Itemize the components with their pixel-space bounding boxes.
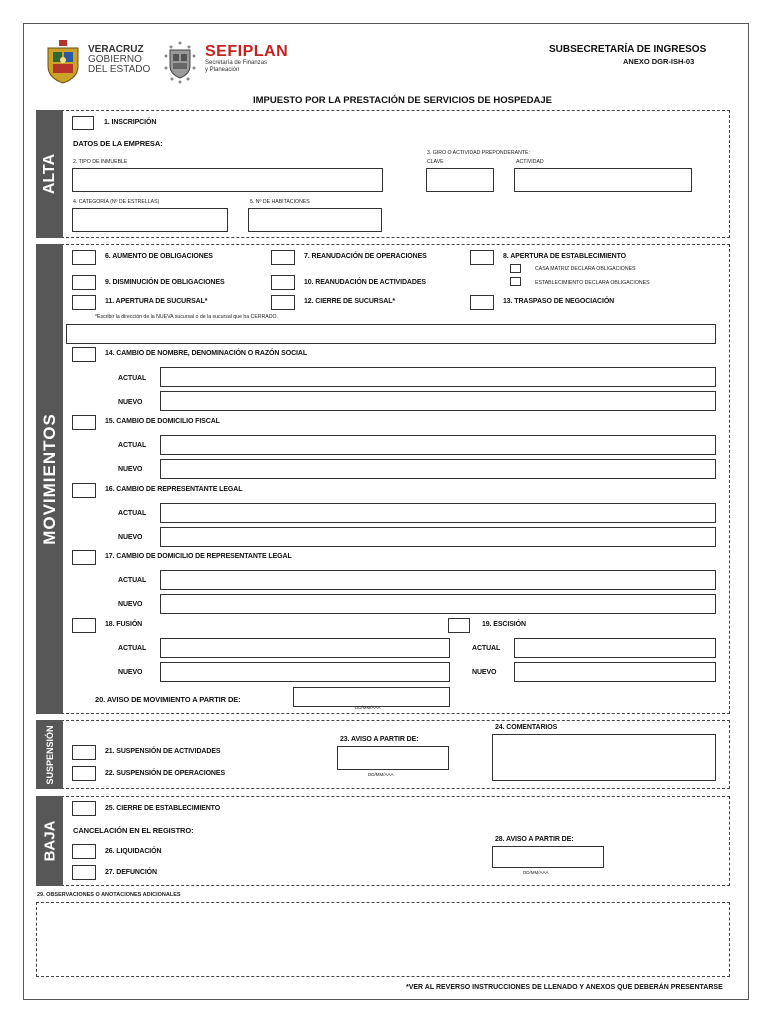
m7-checkbox[interactable] — [271, 250, 295, 265]
sefiplan-sub1: Secretaría de Finanzas — [205, 60, 268, 66]
habitaciones-label: 5. Nº DE HABITACIONES — [250, 199, 310, 205]
m15-nuevo-field[interactable] — [160, 459, 716, 479]
m8b-label: ESTABLECIMIENTO DECLARA OBLIGACIONES — [535, 280, 650, 286]
s22-checkbox[interactable] — [72, 766, 96, 781]
actividad-field[interactable] — [514, 168, 692, 192]
b25-label: 25. CIERRE DE ESTABLECIMIENTO — [105, 805, 221, 812]
b27-label: 27. DEFUNCIÓN — [105, 869, 157, 876]
m10-label: 10. REANUDACIÓN DE ACTIVIDADES — [304, 279, 426, 286]
m17-nuevo-label: NUEVO — [118, 601, 143, 608]
cancelacion-label: CANCELACIÓN EN EL REGISTRO: — [73, 826, 194, 835]
alta-side-text: ALTA — [40, 153, 58, 195]
actividad-label: ACTIVIDAD — [516, 159, 544, 165]
giro-label: 3. GIRO O ACTIVIDAD PREPONDERANTE: — [427, 150, 530, 156]
m8b-checkbox[interactable] — [510, 277, 521, 286]
gov-line3: DEL ESTADO — [88, 64, 151, 75]
s22-label: 22. SUSPENSIÓN DE OPERACIONES — [105, 770, 226, 777]
s21-checkbox[interactable] — [72, 745, 96, 760]
sefiplan-emblem-icon — [162, 40, 198, 84]
m19-actual-field[interactable] — [514, 638, 716, 658]
b26-checkbox[interactable] — [72, 844, 96, 859]
m14-label: 14. CAMBIO DE NOMBRE, DENOMINACIÓN O RAZÓN SOCIAL — [105, 350, 307, 357]
b26-label: 26. LIQUIDACIÓN — [105, 848, 162, 855]
observaciones-label: 29. OBSERVACIONES O ANOTACIONES ADICIONALES — [37, 892, 181, 898]
veracruz-gov-logo-text — [88, 45, 150, 75]
b27-checkbox[interactable] — [72, 865, 96, 880]
m20-date-format: DD/MM/AAA — [355, 705, 381, 710]
m7-label: 7. REANUDACIÓN DE OPERACIONES — [304, 253, 427, 260]
b25-checkbox[interactable] — [72, 801, 96, 816]
m19-label: 19. ESCISIÓN — [482, 621, 526, 628]
gov-line1: VERACRUZ — [88, 44, 144, 55]
m12-label: 12. CIERRE DE SUCURSAL* — [304, 298, 396, 305]
m17-actual-field[interactable] — [160, 570, 716, 590]
m19-nuevo-field[interactable] — [514, 662, 716, 682]
m20-date-field[interactable] — [293, 687, 450, 707]
m17-nuevo-field[interactable] — [160, 594, 716, 614]
m9-label: 9. DISMINUCIÓN DE OBLIGACIONES — [105, 279, 225, 286]
sucursal-address-field[interactable] — [66, 324, 716, 344]
m11-label: 11. APERTURA DE SUCURSAL* — [105, 298, 208, 305]
m19-nuevo-label: NUEVO — [472, 669, 497, 676]
veracruz-coat-of-arms-icon — [44, 40, 82, 84]
observaciones-field[interactable] — [36, 902, 730, 977]
movimientos-side-label — [36, 244, 63, 714]
tipo-inmueble-label: 2. TIPO DE INMUEBLE — [73, 159, 128, 165]
sefiplan-sub2: y Planeación — [205, 67, 240, 73]
m14-checkbox[interactable] — [72, 347, 96, 362]
inscripcion-label: 1. INSCRIPCIÓN — [104, 119, 157, 126]
datos-empresa-label: DATOS DE LA EMPRESA: — [73, 139, 163, 148]
m15-actual-label: ACTUAL — [118, 442, 147, 449]
m8a-label: CASA MATRIZ DECLARA OBLIGACIONES — [535, 266, 636, 272]
m15-actual-field[interactable] — [160, 435, 716, 455]
m16-label: 16. CAMBIO DE REPRESENTANTE LEGAL — [105, 486, 243, 493]
m19-actual-label: ACTUAL — [472, 645, 501, 652]
m18-actual-label: ACTUAL — [118, 645, 147, 652]
sefiplan-logo-text — [205, 44, 288, 74]
categoria-label: 4. CATEGORÍA (Nº DE ESTRELLAS) — [73, 199, 160, 205]
s23-date-field[interactable] — [337, 746, 449, 770]
gov-line2: GOBIERNO — [88, 54, 142, 65]
b28-date-format: DD/MM/AAA — [523, 870, 549, 875]
m11-checkbox[interactable] — [72, 295, 96, 310]
m16-actual-label: ACTUAL — [118, 510, 147, 517]
sefiplan-title: SEFIPLAN — [205, 43, 289, 60]
baja-side-label — [36, 796, 63, 886]
m6-checkbox[interactable] — [72, 250, 96, 265]
tipo-inmueble-field[interactable] — [72, 168, 383, 192]
m14-actual-field[interactable] — [160, 367, 716, 387]
clave-field[interactable] — [426, 168, 494, 192]
m16-nuevo-label: NUEVO — [118, 534, 143, 541]
anexo-code: ANEXO DGR-ISH-03 — [623, 57, 695, 66]
m8-label: 8. APERTURA DE ESTABLECIMIENTO — [503, 253, 627, 260]
habitaciones-field[interactable] — [248, 208, 382, 232]
alta-side-label — [36, 110, 63, 238]
sucursal-note: *Escribir la dirección de la NUEVA sucursal o de la sucursal que ha CERRADO. — [95, 314, 278, 320]
m16-checkbox[interactable] — [72, 483, 96, 498]
form-title: IMPUESTO POR LA PRESTACIÓN DE SERVICIOS DE HOSPEDAJE — [253, 95, 552, 106]
b28-label: 28. AVISO A PARTIR DE: — [495, 836, 574, 843]
m16-nuevo-field[interactable] — [160, 527, 716, 547]
m19-checkbox[interactable] — [448, 618, 470, 633]
m18-nuevo-field[interactable] — [160, 662, 450, 682]
m15-label: 15. CAMBIO DE DOMICILIO FISCAL — [105, 418, 220, 425]
b28-date-field[interactable] — [492, 846, 604, 868]
clave-label: CLAVE — [427, 159, 444, 165]
m18-nuevo-label: NUEVO — [118, 669, 143, 676]
inscripcion-checkbox[interactable] — [72, 116, 94, 130]
s21-label: 21. SUSPENSIÓN DE ACTIVIDADES — [105, 748, 221, 755]
suspension-side-text: SUSPENSIÓN — [44, 724, 55, 785]
m15-nuevo-label: NUEVO — [118, 466, 143, 473]
m18-actual-field[interactable] — [160, 638, 450, 658]
m14-nuevo-label: NUEVO — [118, 399, 143, 406]
movimientos-side-text: MOVIMIENTOS — [39, 413, 59, 545]
m9-checkbox[interactable] — [72, 275, 96, 290]
m13-label: 13. TRASPASO DE NEGOCIACIÓN — [503, 298, 615, 305]
subsecretaria-title: SUBSECRETARÍA DE INGRESOS — [549, 44, 707, 55]
m10-checkbox[interactable] — [271, 275, 295, 290]
m16-actual-field[interactable] — [160, 503, 716, 523]
m17-actual-label: ACTUAL — [118, 577, 147, 584]
s23-label: 23. AVISO A PARTIR DE: — [340, 736, 419, 743]
m18-label: 18. FUSIÓN — [105, 621, 143, 628]
m14-nuevo-field[interactable] — [160, 391, 716, 411]
s24-comments-field[interactable] — [492, 734, 716, 781]
suspension-side-label — [36, 720, 63, 789]
m14-actual-label: ACTUAL — [118, 375, 147, 382]
footer-note: *VER AL REVERSO INSTRUCCIONES DE LLENADO Y ANEXOS QUE DEBERÁN PRESENTARSE — [406, 984, 723, 991]
m17-checkbox[interactable] — [72, 550, 96, 565]
m18-checkbox[interactable] — [72, 618, 96, 633]
baja-side-text: BAJA — [41, 820, 58, 862]
m17-label: 17. CAMBIO DE DOMICILIO DE REPRESENTANTE LEGAL — [105, 553, 292, 560]
m15-checkbox[interactable] — [72, 415, 96, 430]
categoria-field[interactable] — [72, 208, 228, 232]
s23-date-format: DD/MM/AAA — [368, 772, 394, 777]
m20-label: 20. AVISO DE MOVIMIENTO A PARTIR DE: — [95, 695, 241, 704]
m8-checkbox[interactable] — [470, 250, 494, 265]
m6-label: 6. AUMENTO DE OBLIGACIONES — [105, 253, 213, 260]
m12-checkbox[interactable] — [271, 295, 295, 310]
s24-label: 24. COMENTARIOS — [495, 724, 558, 731]
m13-checkbox[interactable] — [470, 295, 494, 310]
m8a-checkbox[interactable] — [510, 264, 521, 273]
